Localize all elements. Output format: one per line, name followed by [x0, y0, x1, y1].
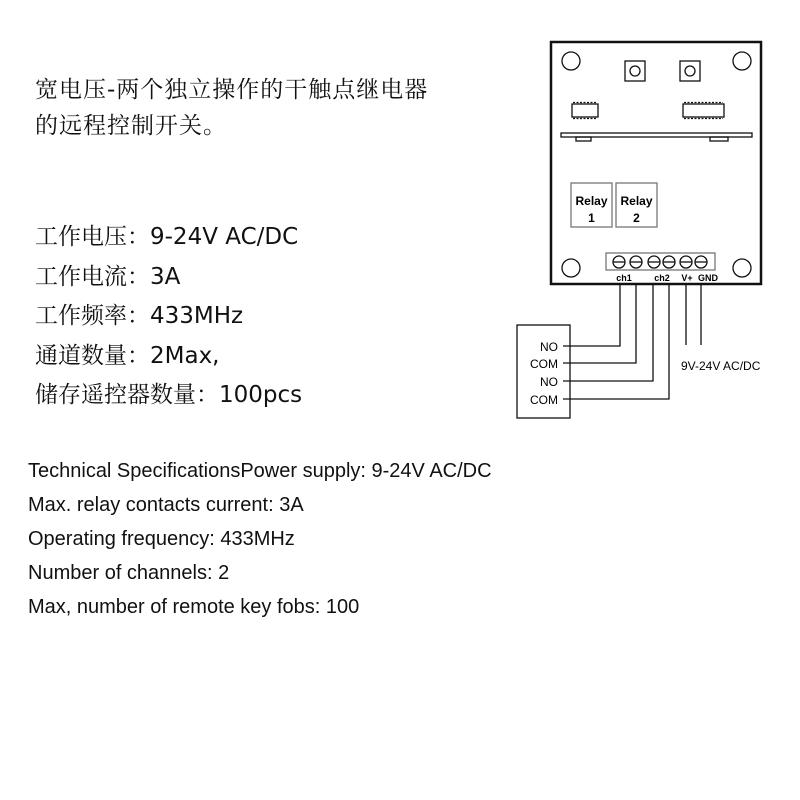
en-spec-channels: Number of channels: 2: [28, 562, 230, 584]
en-spec-frequency: Operating frequency: 433MHz: [28, 528, 295, 550]
spec-value: 100pcs: [219, 382, 303, 408]
spec-value: 2Max,: [150, 342, 220, 369]
chinese-title-line-2: 的远程控制开关。: [35, 113, 227, 139]
spec-value: 433MHz: [150, 303, 244, 329]
contact-label-com-2: COM: [530, 393, 558, 407]
contact-label-no-1: NO: [540, 340, 558, 354]
power-supply-label: 9V-24V AC/DC: [681, 359, 761, 373]
relay-2-number: 2: [633, 211, 640, 225]
spec-label: 工作电流：: [35, 263, 150, 290]
push-button-icon: [625, 61, 645, 81]
antenna-bar-icon: [561, 133, 752, 141]
spec-label: 储存遥控器数量：: [35, 382, 219, 408]
spec-label: 工作频率：: [35, 303, 150, 329]
terminal-label-ch1: ch1: [616, 273, 632, 283]
en-spec-current: Max. relay contacts current: 3A: [28, 494, 304, 516]
ic-chip-icon: [572, 103, 598, 119]
en-spec-power: Technical SpecificationsPower supply: 9-24V AC/DC: [28, 460, 492, 482]
relay-1-label: Relay: [575, 194, 608, 208]
mounting-hole-icon: [733, 52, 751, 70]
screw-terminal-icons: [613, 256, 707, 268]
spec-value: 9-24V AC/DC: [150, 224, 299, 250]
spec-label: 工作电压：: [35, 224, 150, 250]
relay-1-number: 1: [588, 211, 595, 225]
mounting-hole-icon: [562, 52, 580, 70]
mounting-hole-icon: [733, 259, 751, 277]
ic-chip-icon: [683, 103, 724, 119]
mounting-hole-icon: [562, 259, 580, 277]
spec-label: 通道数量：: [35, 342, 150, 369]
wires: [563, 284, 701, 399]
contact-label-no-2: NO: [540, 375, 558, 389]
contact-label-com-1: COM: [530, 357, 558, 371]
en-spec-remotes: Max, number of remote key fobs: 100: [28, 596, 360, 618]
relay-2-label: Relay: [620, 194, 653, 208]
terminal-label-gnd: GND: [698, 273, 718, 283]
terminal-label-ch2: ch2: [654, 273, 670, 283]
terminal-label-vplus: V+: [681, 273, 693, 283]
spec-value: 3A: [150, 263, 181, 290]
chinese-title-line-1: 宽电压-两个独立操作的干触点继电器: [35, 77, 429, 103]
push-button-icon: [680, 61, 700, 81]
circuit-board: [551, 42, 761, 284]
